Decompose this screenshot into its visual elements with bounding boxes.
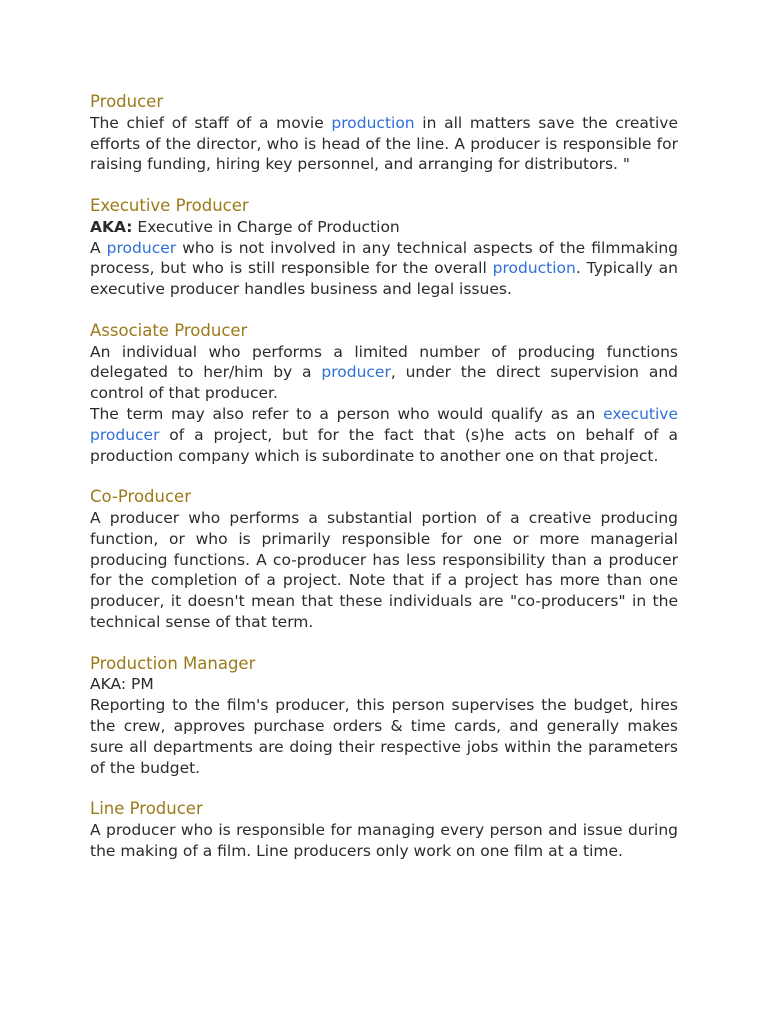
glossary-link[interactable]: producer [106,238,177,257]
text-run: An individual who performs a limited number of producing functions delegated to her/him by a [90,342,678,382]
text-run: who is not involved in any technical aspects of the filmmaking process, but who is still responsible for the overall [90,238,678,278]
definition-paragraph [90,238,678,300]
text-run: A producer who performs a substantial portion of a creative producing function, or who is primarily responsible for one or more managerial producing functions. A co-producer has less responsibility than a producer for the completion of a project. Note that if a project has more than one producer, it doesn't mean that these individuals are "co-producers" in the technical sense of that term. [90,508,678,631]
definition-paragraph [90,820,678,862]
definition-paragraph [90,508,678,633]
entry-line-producer [90,799,678,861]
glossary-document [90,92,678,882]
entry-associate-producer [90,321,678,467]
term-heading: Production Manager [90,653,256,673]
glossary-link[interactable]: producer [321,363,391,382]
entry-producer [90,92,678,175]
text-run: A [90,238,107,257]
aka-value: Executive in Charge of Production [132,217,400,236]
term-heading: Executive Producer [90,195,249,215]
text-run: Reporting to the film's producer, this person supervises the budget, hires the crew, approves purchase orders & time cards, and generally makes sure all departments are doing their respective jobs within the parameters of the budget. [90,696,678,777]
term-heading: Line Producer [90,799,203,819]
text-run: , under the direct supervision and control of that producer. [90,363,678,403]
term-heading: Co-Producer [90,487,191,507]
term-heading: Associate Producer [90,320,248,340]
text-run: . Typically an executive producer handles business and legal issues. [90,259,678,299]
aka-label: AKA: [90,217,133,236]
definition-paragraph [90,695,678,778]
definition-paragraph [90,404,678,466]
entry-production-manager [90,654,678,779]
glossary-link[interactable]: executive producer [90,404,678,444]
aka-line: AKA: PM [90,675,154,694]
definition-paragraph [90,342,678,404]
text-run: in all matters save the creative efforts of the director, who is head of the line. A producer is responsible for raising funding, hiring key personnel, and arranging for distributors. " [90,113,678,174]
aka-line [90,217,678,238]
text-run: of a project, but for the fact that (s)he acts on behalf of a production company which is subordinate to another one on that project. [90,425,678,465]
definition-paragraph [90,113,678,175]
term-heading: Producer [90,92,164,111]
glossary-link[interactable]: production [492,259,576,278]
text-run: The chief of staff of a movie [90,113,332,132]
text-run: A producer who is responsible for managing every person and issue during the making of a film. Line producers only work on one film at a time. [90,820,678,860]
glossary-link[interactable]: production [331,113,415,132]
entry-executive-producer [90,196,678,300]
entry-co-producer [90,487,678,633]
text-run: The term may also refer to a person who would qualify as an [90,404,604,423]
